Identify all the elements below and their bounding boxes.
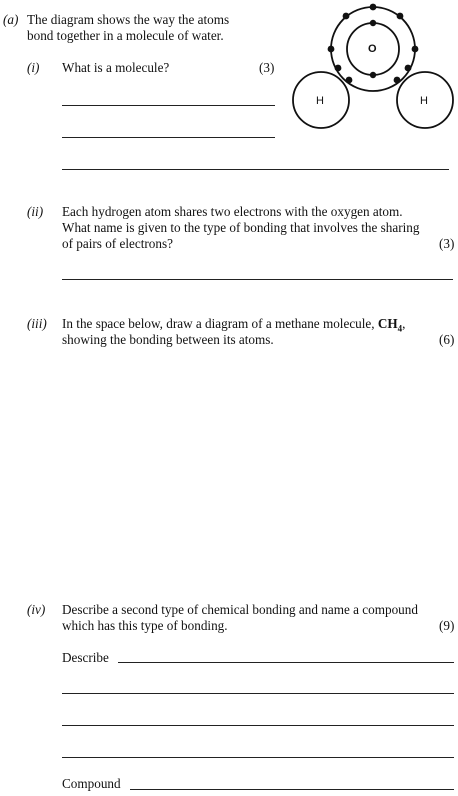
q3-label: (iii) bbox=[27, 316, 47, 331]
describe-answer-line-2[interactable] bbox=[62, 693, 454, 694]
q4-marks: (9) bbox=[439, 618, 455, 633]
q4-line-1: Describe a second type of chemical bonding and name a compound bbox=[62, 602, 418, 617]
q4-line-2: which has this type of bonding. bbox=[62, 618, 228, 633]
part-a-intro-line-1: The diagram shows the way the atoms bbox=[27, 12, 230, 27]
q3-line-1 bbox=[62, 316, 405, 332]
methane-drawing-area[interactable] bbox=[62, 360, 452, 590]
outer-electron bbox=[346, 77, 353, 84]
outer-electron bbox=[343, 13, 350, 20]
q3-line-2: showing the bonding between its atoms. bbox=[62, 332, 274, 347]
compound-answer-line[interactable] bbox=[130, 789, 454, 790]
q2-marks: (3) bbox=[439, 236, 455, 251]
outer-electron bbox=[328, 46, 335, 53]
methane-formula bbox=[377, 316, 403, 334]
q2-answer-line[interactable] bbox=[62, 279, 453, 280]
q1-label: (i) bbox=[27, 60, 40, 75]
part-a-intro-line-2: bond together in a molecule of water. bbox=[27, 28, 224, 43]
q2-label: (ii) bbox=[27, 204, 44, 219]
outer-electron bbox=[394, 77, 401, 84]
hydrogen-right-label: H bbox=[420, 95, 428, 107]
q4-label: (iv) bbox=[27, 602, 46, 617]
hydrogen-left-label: H bbox=[316, 95, 324, 107]
describe-answer-line-4[interactable] bbox=[62, 757, 454, 758]
describe-answer-line-1[interactable] bbox=[118, 662, 454, 663]
outer-electron bbox=[370, 4, 377, 11]
inner-electron-bottom bbox=[370, 72, 376, 78]
q1-marks: (3) bbox=[259, 60, 275, 75]
oxygen-label: O bbox=[368, 43, 377, 55]
q2-line-3: of pairs of electrons? bbox=[62, 236, 173, 251]
methane-formula-subscript: 4 bbox=[397, 323, 403, 334]
q3-line-1-comma: , bbox=[402, 316, 406, 331]
part-a-label: (a) bbox=[3, 12, 19, 27]
q1-text: What is a molecule? bbox=[62, 60, 170, 75]
describe-label: Describe bbox=[62, 650, 109, 665]
water-molecule-diagram bbox=[0, 0, 458, 200]
methane-formula-main: CH bbox=[377, 316, 398, 331]
outer-electron bbox=[335, 65, 342, 72]
q2-line-1: Each hydrogen atom shares two electrons with the oxygen atom. bbox=[62, 204, 403, 219]
q3-line-1-text: In the space below, draw a diagram of a methane molecule, bbox=[62, 316, 378, 331]
outer-electron bbox=[405, 65, 412, 72]
outer-electron bbox=[397, 13, 404, 20]
q3-marks: (6) bbox=[439, 332, 455, 347]
outer-electron bbox=[412, 46, 419, 53]
describe-answer-line-3[interactable] bbox=[62, 725, 454, 726]
inner-electron-top bbox=[370, 20, 376, 26]
compound-label: Compound bbox=[62, 776, 121, 791]
q2-line-2: What name is given to the type of bonding that involves the sharing bbox=[62, 220, 420, 235]
